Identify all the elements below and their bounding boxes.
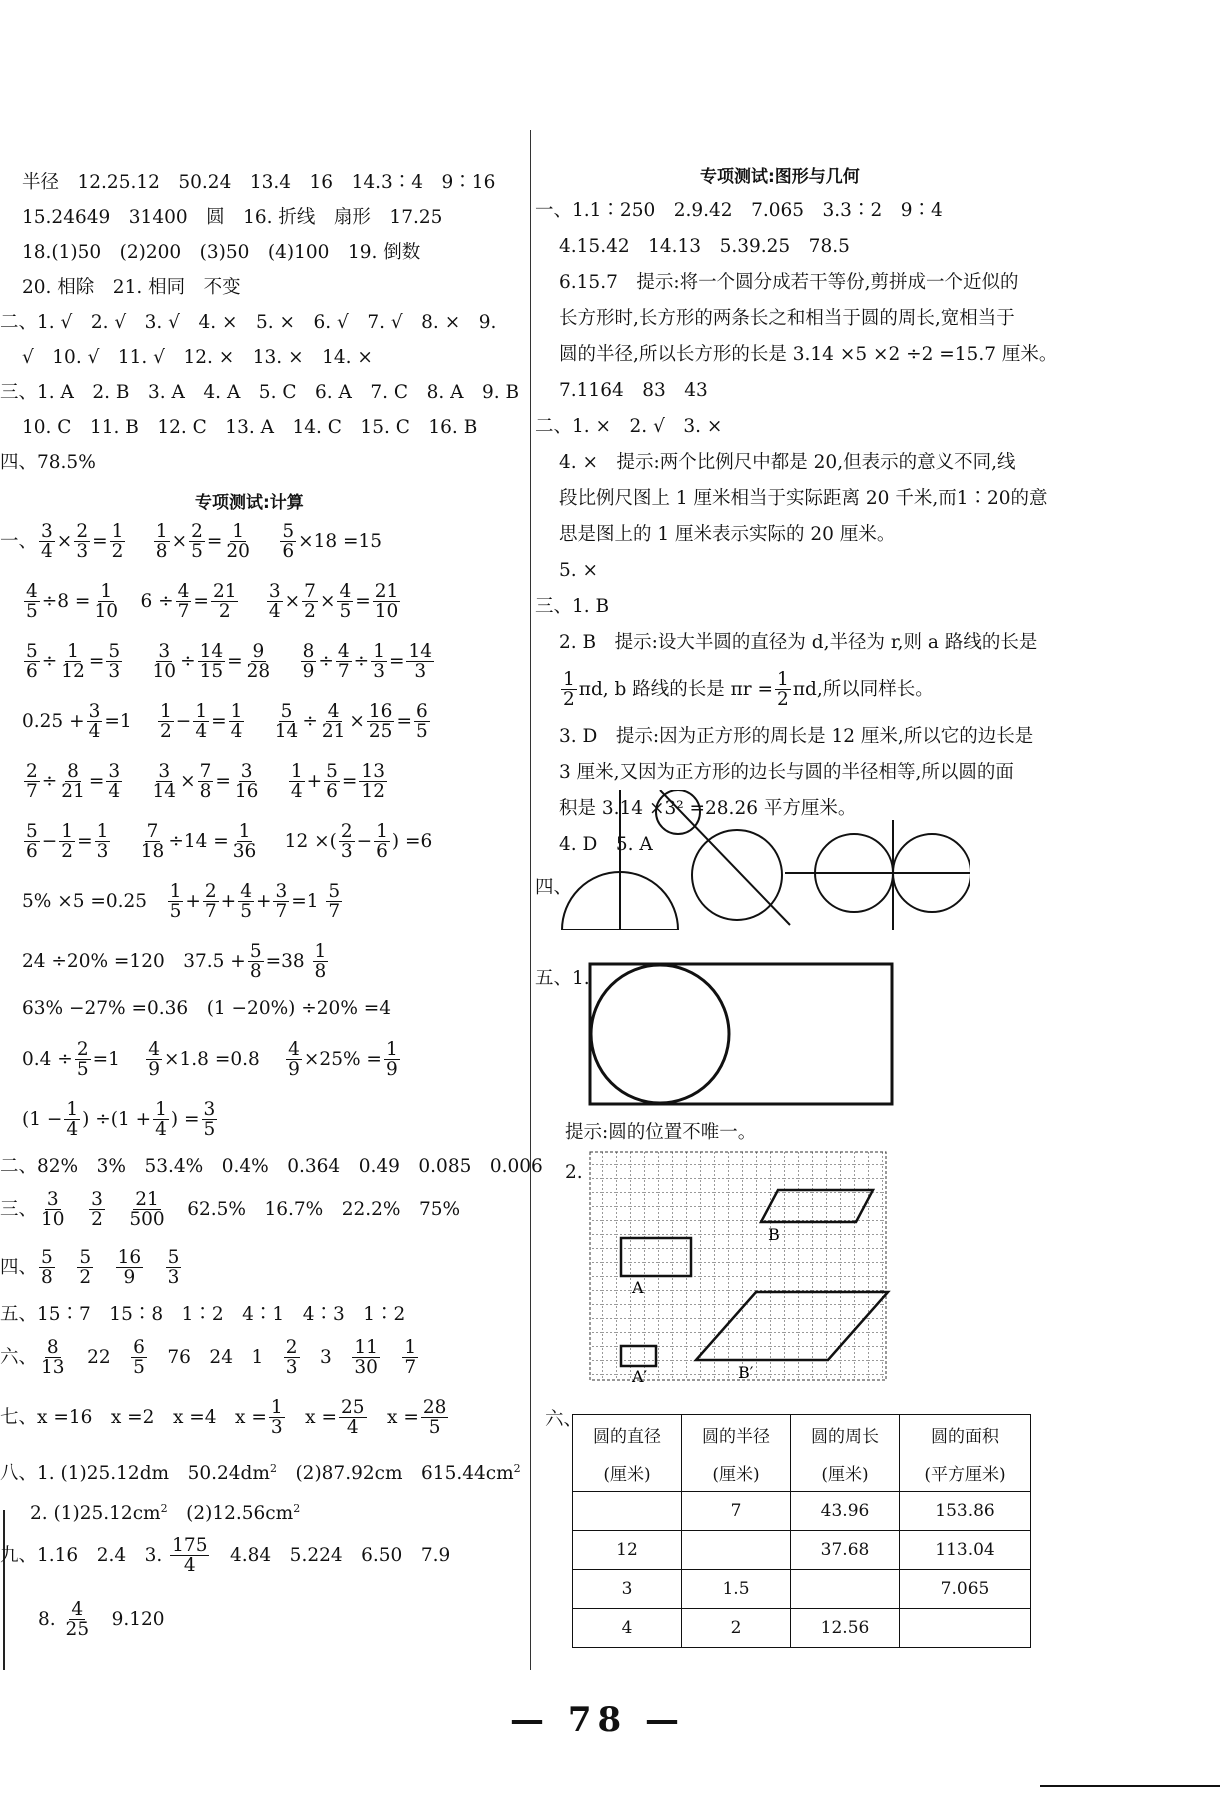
section-heading: 专项测试:图形与几何: [700, 167, 860, 187]
circle-table: [572, 1414, 1031, 1648]
table-cell: [682, 1531, 791, 1570]
math-row: $\frac{5}{6}$ ÷ $\frac{1}{12}$ = $\frac{5}{3}$ $\frac{3}{10}$ ÷ $\frac{14}{15}$ = $\frac{9}{28}$ $\frac{8}{9}$ ÷ $\frac{4}{7}$ ÷ $\frac{1}{3}$ = $\frac{14}{3}$: [26, 641, 433, 683]
table-cell: 圆的半径: [682, 1415, 791, 1454]
text-line: 2. B 提示:设大半圆的直径为 d,半径为 r,则 a 路线的长是: [559, 632, 1038, 653]
text-line: 18.(1)50 (2)200 (3)50 (4)100 19. 倒数: [22, 242, 421, 263]
label-a: A: [632, 1278, 644, 1297]
table-header-row: [573, 1415, 1031, 1454]
text-line: 10. C 11. B 12. C 13. A 14. C 15. C 16. B: [22, 417, 478, 438]
math-row: 七、x =16 x =2 x =4 x = $\frac{1}{3}$ x = $\frac{25}{4}$ x = $\frac{28}{5}$: [0, 1397, 447, 1439]
math-row: 0.25 + $\frac{3}{4}$ =1 $\frac{1}{2}$ − $\frac{1}{4}$ = $\frac{1}{4}$ $\frac{5}{14}$ ÷ $\frac{4}{21}$ × $\frac{16}{25}$ = $\frac{6}{5}$: [22, 701, 428, 743]
math-row: 24 ÷20% =120 37.5 + $\frac{5}{8}$ =38 $\frac{1}{8}$: [22, 941, 327, 983]
math-row: 三、 $\frac{3}{10}$ $\frac{3}{2}$ $\frac{21}{500}$ 62.5% 16.7% 22.2% 75%: [0, 1189, 461, 1231]
table-cell: [791, 1570, 900, 1609]
math-row: $\frac{1}{2}$ πd, b 路线的长是 πr = $\frac{1}{2}$ πd,所以同样长。: [563, 669, 934, 711]
math-row: 0.4 ÷ $\frac{2}{5}$ =1 $\frac{4}{9}$ ×1.8 =0.8 $\frac{4}{9}$ ×25% = $\frac{1}{9}$: [22, 1039, 398, 1081]
table-cell: 37.68: [791, 1531, 900, 1570]
table-row: [573, 1570, 1031, 1609]
text-line: 7.1164 83 43: [559, 380, 708, 401]
text-line: 五、15∶7 15∶8 1∶2 4∶1 4∶3 1∶2: [0, 1304, 406, 1325]
text-line: 4.15.42 14.13 5.39.25 78.5: [559, 236, 850, 257]
table-cell: [573, 1492, 682, 1531]
table-cell: 3: [573, 1570, 682, 1609]
table-cell: (厘米): [791, 1453, 900, 1492]
text-line: 思是图上的 1 厘米表示实际的 20 厘米。: [559, 524, 896, 545]
table-cell: 153.86: [900, 1492, 1031, 1531]
table-cell: [900, 1609, 1031, 1648]
text-line: √ 10. √ 11. √ 12. × 13. × 14. ×: [22, 347, 373, 368]
text-line: 三、1. B: [535, 596, 610, 617]
text-line: 八、1. (1)25.12dm $50.24dm^2$ (2)87.92cm $615.44cm^2$: [0, 1462, 521, 1485]
hint-text: 提示:圆的位置不唯一。: [565, 1122, 757, 1143]
text-line: 4. D 5. A: [559, 834, 653, 855]
math-row: 四、 $\frac{5}{8}$ $\frac{5}{2}$ $\frac{16}{9}$ $\frac{5}{3}$: [0, 1247, 180, 1289]
margin-bar: [3, 1510, 5, 1670]
math-row: 六、 $\frac{8}{13}$ 22 $\frac{6}{5}$ 76 24 1 $\frac{2}{3}$ 3 $\frac{11}{30}$ $\frac{1}{7}$: [0, 1337, 417, 1379]
table-cell: 2: [682, 1609, 791, 1648]
text-line: 4. × 提示:两个比例尺中都是 20,但表示的意义不同,线: [559, 452, 1016, 473]
math-row: $\frac{5}{6}$ − $\frac{1}{2}$ = $\frac{1}{3}$ $\frac{7}{18}$ ÷14 = $\frac{1}{36}$ 12 ×( $\frac{2}{3}$ − $\frac{1}{6}$ ) =6: [26, 821, 433, 863]
label-a-prime: A′: [632, 1367, 648, 1385]
text-line: 3 厘米,又因为正方形的边长与圆的半径相等,所以圆的面: [559, 762, 1014, 783]
section-label: 六、: [545, 1409, 583, 1430]
grid-translation-figure: [588, 1150, 898, 1385]
table-cell: 12: [573, 1531, 682, 1570]
text-line: 三、1. A 2. B 3. A 4. A 5. C 6. A 7. C 8. A 9. B: [0, 382, 520, 403]
text-line: 积是 3.14 ×3² =28.26 平方厘米。: [559, 798, 857, 819]
table-cell: 圆的直径: [573, 1415, 682, 1454]
text-line: 二、1. × 2. √ 3. ×: [535, 416, 723, 437]
text-line: 3. D 提示:因为正方形的周长是 12 厘米,所以它的边长是: [559, 726, 1034, 747]
page-number: — 78 —: [510, 1700, 685, 1740]
table-cell: 12.56: [791, 1609, 900, 1648]
table-row: [573, 1492, 1031, 1531]
math-row: 5% ×5 =0.25 $\frac{1}{5}$ + $\frac{2}{7}$ + $\frac{4}{5}$ + $\frac{3}{7}$ =1 $\frac{5}{7}$: [22, 881, 341, 923]
table-cell: 圆的周长: [791, 1415, 900, 1454]
decorative-line: [1040, 1785, 1220, 1787]
text-line: 段比例尺图上 1 厘米相当于实际距离 20 千米,而1∶20的意: [559, 488, 1048, 509]
rectangle-circle-figure: [588, 962, 898, 1112]
text-line: 二、82% 3% 53.4% 0.4% 0.364 0.49 0.085 0.006: [0, 1156, 543, 1177]
section-label: 四、: [535, 877, 573, 898]
table-cell: 1.5: [682, 1570, 791, 1609]
table-cell: 7.065: [900, 1570, 1031, 1609]
text-line: 20. 相除 21. 相同 不变: [22, 277, 241, 298]
question-label: 2.: [565, 1162, 583, 1183]
text-line: 四、78.5%: [0, 452, 96, 473]
label-b: B: [768, 1225, 780, 1244]
label-b-prime: B′: [738, 1363, 754, 1382]
math-row: $\frac{2}{7}$ ÷ $\frac{8}{21}$ = $\frac{3}{4}$ $\frac{3}{14}$ × $\frac{7}{8}$ = $\frac{3}{16}$ $\frac{1}{4}$ + $\frac{5}{6}$ = $\frac{13}{12}$: [26, 761, 385, 803]
text-line: 二、1. √ 2. √ 3. √ 4. × 5. × 6. √ 7. √ 8. × 9.: [0, 312, 497, 333]
table-row: [573, 1609, 1031, 1648]
column-divider: [530, 130, 531, 1670]
math-row: 63% −27% =0.36 (1 −20%) ÷20% =4: [22, 998, 392, 1019]
text-line: 5. ×: [559, 560, 599, 581]
table-cell: 4: [573, 1609, 682, 1648]
table-cell: (厘米): [682, 1453, 791, 1492]
math-row: 一、 $\frac{3}{4}$ × $\frac{2}{3}$ = $\frac{1}{2}$ $\frac{1}{8}$ × $\frac{2}{5}$ = $\frac{1}{20}$ $\frac{5}{6}$ ×18 =15: [0, 521, 383, 563]
table-cell: 43.96: [791, 1492, 900, 1531]
text-line: 半径 12.25.12 50.24 13.4 16 14.3∶4 9∶16: [22, 172, 496, 193]
table-cell: (平方厘米): [900, 1453, 1031, 1492]
text-line: 圆的半径,所以长方形的长是 3.14 ×5 ×2 ÷2 =15.7 厘米。: [559, 344, 1058, 365]
table-cell: 113.04: [900, 1531, 1031, 1570]
text-line: 6.15.7 提示:将一个圆分成若干等份,剪拼成一个近似的: [559, 272, 1019, 293]
text-line: 长方形时,长方形的两条长之和相当于圆的周长,宽相当于: [559, 308, 1015, 329]
circle-constructions-figure: [560, 790, 970, 930]
table-header-row: [573, 1453, 1031, 1492]
table-cell: (厘米): [573, 1453, 682, 1492]
math-row: 8. $\frac{4}{25}$ 9.120: [38, 1599, 165, 1641]
math-row: $\frac{4}{5}$ ÷8 = $\frac{1}{10}$ 6 ÷ $\frac{4}{7}$ = $\frac{21}{2}$ $\frac{3}{4}$ × $\frac{7}{2}$ × $\frac{4}{5}$ = $\frac{21}{10}$: [26, 581, 399, 623]
math-row: 九、1.16 2.4 3. $\frac{175}{4}$ 4.84 5.224 6.50 7.9: [0, 1535, 451, 1577]
section-heading: 专项测试:计算: [195, 493, 304, 513]
section-label: 五、1.: [535, 968, 590, 989]
table-row: [573, 1531, 1031, 1570]
text-line: 一、1.1∶250 2.9.42 7.065 3.3∶2 9∶4: [535, 200, 943, 221]
math-row: (1 − $\frac{1}{4}$ ) ÷(1 + $\frac{1}{4}$ ) = $\frac{3}{5}$: [22, 1099, 216, 1141]
text-line: 15.24649 31400 圆 16. 折线 扇形 17.25: [22, 207, 443, 228]
table-cell: 圆的面积: [900, 1415, 1031, 1454]
text-line: 2. $(1)25.12cm^2$ $(2)12.56cm^2$: [30, 1502, 301, 1525]
table-cell: 7: [682, 1492, 791, 1531]
